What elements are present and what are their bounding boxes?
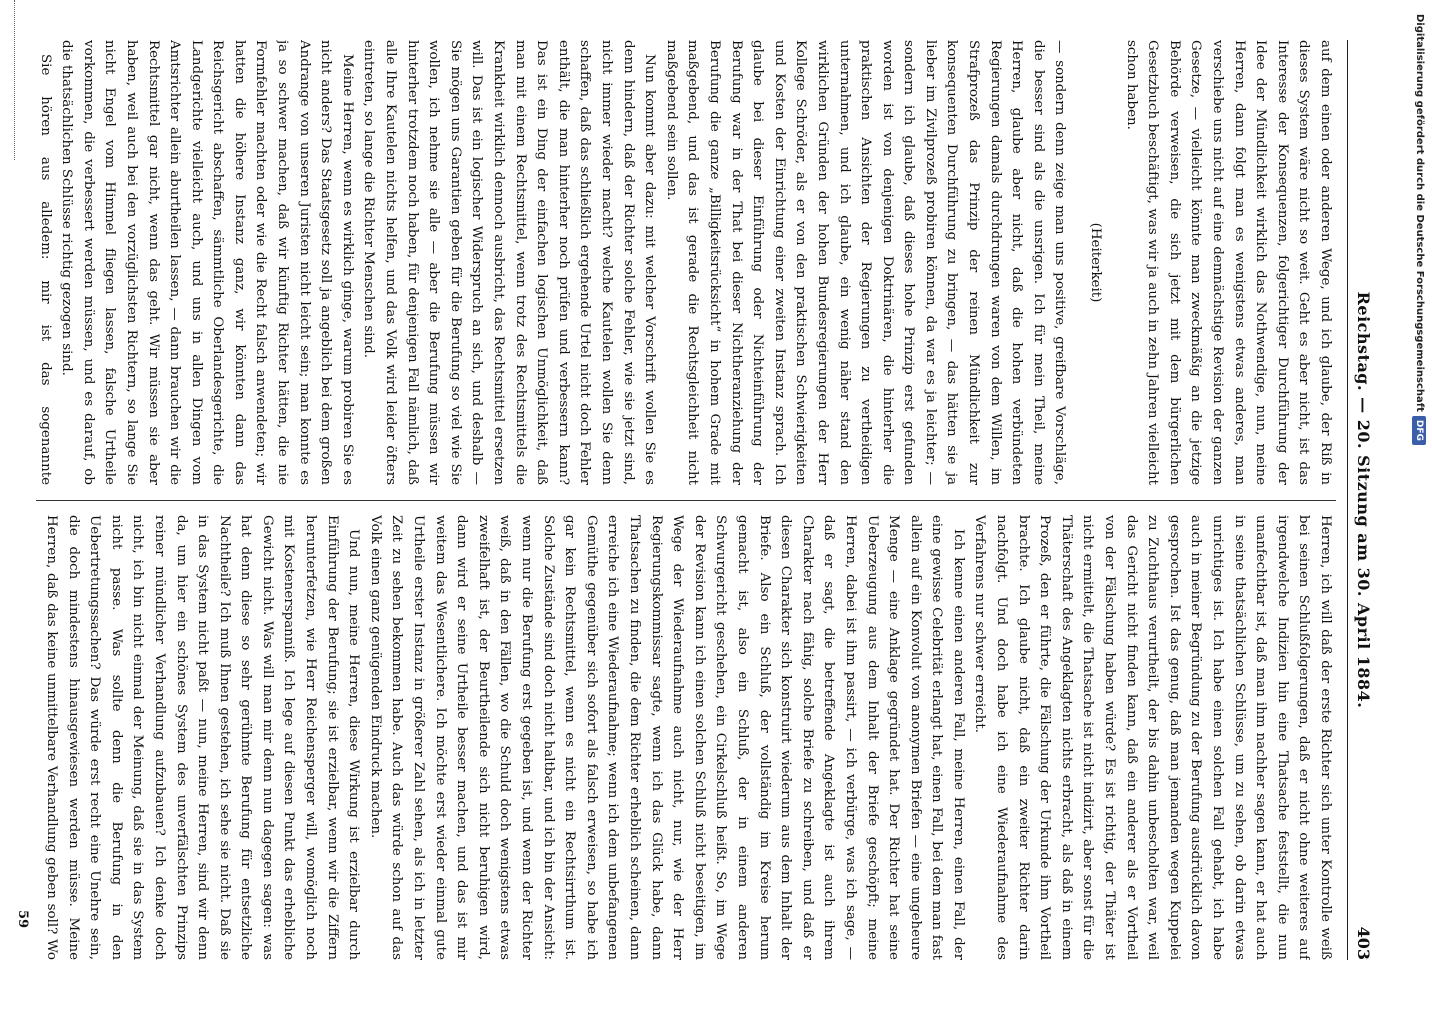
- text-column-right: [36, 515, 1336, 960]
- paragraph: Herren, ich will daß der erste Richter sich unter Kontrolle weiß bei seinen Schlußfolgerungen, daß er nicht ohne weiteres auf irgendwelche Indizien hin eine Thatsache feststellt, die nun unanfechtbar ist, daß man ihm nachher sagen kann, er hat auch in seine thatsächlichen Schlüsse, um zu sehen, ob darin etwas unrichtiges ist. Ich habe einen solchen Fall gehabt, ich habe auch in meiner Begründung zu der Berufung ausdrücklich davon gesprochen. Ist das genug, daß man jemanden wegen Kuppelei zu Zuchthaus verurtheilt, der bis dahin unbescholten war, weil das Gericht nicht finden kann, daß ein anderer als er Vortheil von der Fälschung haben würde? Es ist richtig, der Thäter ist nicht ermittelt, die Thatsache ist nicht indizirt, aber sonst für die Thäterschaft des Angeklagten nichts erbracht, als daß in einem Prozeß, den er führte, die Fälschung der Urkunde ihm Vortheil brachte. Ich glaube nicht, daß ein zweiter Richter darin nachfolgt. Und doch habe ich eine Wiederaufnahme des Verfahrens nur schwer erreicht.: [972, 515, 1333, 960]
- column-divider: [36, 500, 1336, 501]
- paragraph: — sondern denn zeige man uns positive, greifbare Vorschläge, die besser sind als die unsrigen. Ich für mein Theil, meine Herren, glaube aber nicht, daß die hohen verbündeten Regierungen damals durchdrungen waren von dem Willen, im Strafprozeß das Prinzip der reinen Mündlichkeit zur konsequenten Durchführung zu bringen, — das hätten sie ja lieber im Zivilprozeß probiren können, da war es ja leichter; — sondern ich glaube, daß dieses hohe Prinzip erst gefunden worden ist von denjenigen Doktrinären, die hinterher die praktischen Ansichten der Regierungen zu vertheidigen unternahmen, und ich glaube, ein wenig näher stand den wirklichen Gründen der hohen Bundesregierungen der Herr Kollege Schröder, als er von den praktischen Schwierigkeiten und Kosten der Einrichtung einer zweiten Instanz sprach. Ich glaube bei dieser Einführung oder Nichteinführung der Berufung war in der That bei dieser Nichtheranziehung der Berufung die ganze „Billigkeitsrücksicht“ in hohem Grade mit maßgebend, und das ist gerade die Rechtsgleichheit nicht maßgebend sein sollen.: [663, 40, 1068, 485]
- paragraph: Meine Herren, wenn es wirklich ginge, warum probiren Sie es nicht anders? Das Staatsgesetz soll ja angeblich bei dem großen Andrange von unseren Juristen nicht leicht sein; man konnte es ja so schwer machen, daß wir künftig Richter hätten, die nie Formfehler machten oder wie die Recht falsch anwendeten; wir hatten die höhere Instanz ganz, wir könnten dann das Reichsgericht abschaffen, sämmtliche Oberlandesgerichte, die Landgerichte vielleicht auch, und uns in allen Dingen vom Amtsrichter allein aburtheilen lassen, — dann brauchen wir die Rechtsmittel gar nicht, wenn das geht. Wir müssen sie aber haben, weil auch bei den vorzüglichsten Richtern, so lange Sie nicht Engel vom Himmel fliegen lassen, falsche Urtheile vorkommen, die verbessert werden müssen, und es darauf, ob die thatsächlichen Schlüsse richtig gezogen sind.: [59, 40, 355, 485]
- paragraph: Nun kommt aber dazu: mit welcher Vorschrift wollen Sie es denn hindern, daß der Richter solche Fehler, wie sie jetzt sind, nicht immer wieder macht? welche Kautelen wollen Sie denn schaffen, daß das schließlich ergehende Urtel nicht doch Fehler enthält, die man hinterher noch prüfen und verbessern kann? Das ist ein Ding der einfachen logischen Unmöglichkeit, daß man mit einem Rechtsmittel, wenn trotz des Rechtsmittels die Krankheit wirklich dennoch ausbricht, das Rechtsmittel ersetzen will. Das ist ein logischer Widerspruch an sich, und deshalb — Sie mögen uns Garantien geben für die Berufung so viel wie Sie wollen, ich nehme sie alle — aber die Berufung müssen wir hinterher trotzdem noch haben, für denjenigen Fall nämlich, daß alle Ihre Kautelen nichts helfen, und das Volk wird leider öfters eintreten, so lange die Richter Menschen sind.: [361, 40, 658, 485]
- dfg-logo: DFG: [1412, 416, 1426, 445]
- page-number: 403: [1354, 926, 1373, 960]
- credit-line: [1408, 14, 1430, 1014]
- interjection: (Heiterkeit): [1088, 222, 1104, 303]
- credit-text: Digitalisierung gefördert durch die Deutsche Forschungsgemeinschaft: [1414, 14, 1425, 412]
- paragraph: Und nun, meine Herren, diese Wirkung ist erzielbar durch Einführung der Berufung; sie ist erzielbar, wenn wir die Ziffern herunterfetzen, wie Herr Reichensperger will, womöglich noch mit Kostenerspanniß. Ich lege auf diesen Punkt das erhebliche Gewicht nicht. Was will man mir denn nun dagegen sagen: was hat denn diese so sehr gerühmte Berufung für entsetzliche Nachtheile? Ich muß Ihnen gestehen, ich sehe sie nicht. Daß sie in das System nicht paßt — nun, meine Herren, sind wir denn da, um hier ein schönes System des unverfälschten Prinzips reiner mündlicher Verhandlung aufzubauen? Ich denke doch nicht, ich bin nicht einmal der Meinung, daß sie in das System nicht passe. Was sollte denn die Berufung in den Uebertretungssachen? Das würde erst recht eine Unehre sein, die doch mindestens hinausgewiesen werden müsse. Meine Herren, daß das keine unmittelbare Verhandlung geben soll? Wo: [43, 515, 362, 960]
- paragraph: Ich kenne einen anderen Fall, meine Herren, einen Fall, der eine gewisse Celebrität erlangt hat, einen Fall, bei dem man fast allein auf ein Konvolut von anonymen Briefen — eine ungeheure Menge — eine Anklage gegründet hat. Der Richter hat seine Ueberzeugung aus dem Inhalt der Briefe geschöpft; meine Herren, dabei ist ihm passirt, — ich verbürge, was ich sage, — daß er sagt, die betreffende Angeklagte ist auch ihrem Charakter nach fähig, solche Briefe zu schreiben, und daß er diesen Charakter sich konstruirt wiederum aus dem Inhalt der Briefe. Also ein Schluß, der vollständig im Kreise herum gemacht ist, also ein Schluß, der in einem anderen Schwurgericht geschehen, ein Cirkelschluß heißt. So, im Wege der Revision kann ich einen solchen Schluß nicht beseitigen, im Wege der Wiederaufnahme auch nicht, nur, wie der Herr Regierungskommissar sagte, wenn ich das Glück habe, dann Thatsachen zu finden, die dem Richter erheblich scheinen, dann erreiche ich eine Wiederaufnahme; wenn ich dem unbefangenen Gemüthe gegenüber sich sofort als falsch erweisen, so habe ich gar kein Rechtsmittel, wenn es nicht ein Rechtsirrthum ist. Solche Zustände sind doch nicht haltbar, und ich bin der Ansicht: wenn nur die Berufung erst gegeben ist, und wenn der Richter weiß, daß in den Fällen, wo die Schuld doch wenigstens etwas zweifelhaft ist, der Beurtheilende sich nicht beruhigen wird, dann wird er seine Urtheile besser machen, und das ist mir weitem das Wesentlichere. Ich möchte erst wieder einmal gute Urtheile erster Instanz in größerer Zahl sehen, als ich in letzter Zeit zu sehen bekommen habe. Auch das würde schon auf das Volk einen ganz genügenden Eindruck machen.: [367, 515, 966, 960]
- running-head: [1347, 40, 1378, 960]
- signature-mark: 59: [15, 910, 30, 929]
- text-column-left: [36, 40, 1336, 485]
- page-title: Reichstag. — 20. Sitzung am 30. April 1884.: [1354, 291, 1373, 709]
- paragraph: Sie hören aus alledem: mir ist das sogenannte: [37, 54, 53, 485]
- margin-mark: [6, 0, 15, 160]
- paragraph: auf dem einen oder anderen Wege, und ich glaube, der Riß in dieses System wäre nicht so weit. Geht es aber nicht, ist das Interesse der Konsequenzen, folgerichtiger Durchführung der Idee der Mündlichkeit wirklich das Nothwendige, nun, meine Herren, dann folgt man es wenigstens etwas anderes, man verschiebe uns nicht auf eine demnächstige Revision der ganzen Gesetze, — vielleicht könnte man zweckmäßig an die jetzige Behörde verweisen, die sich jetzt mit dem bürgerlichen Gesetzbuch beschäftigt, was wir ja auch in zehn Jahren vielleicht schon haben.: [1123, 40, 1333, 485]
- digitization-credit: [1408, 0, 1432, 1000]
